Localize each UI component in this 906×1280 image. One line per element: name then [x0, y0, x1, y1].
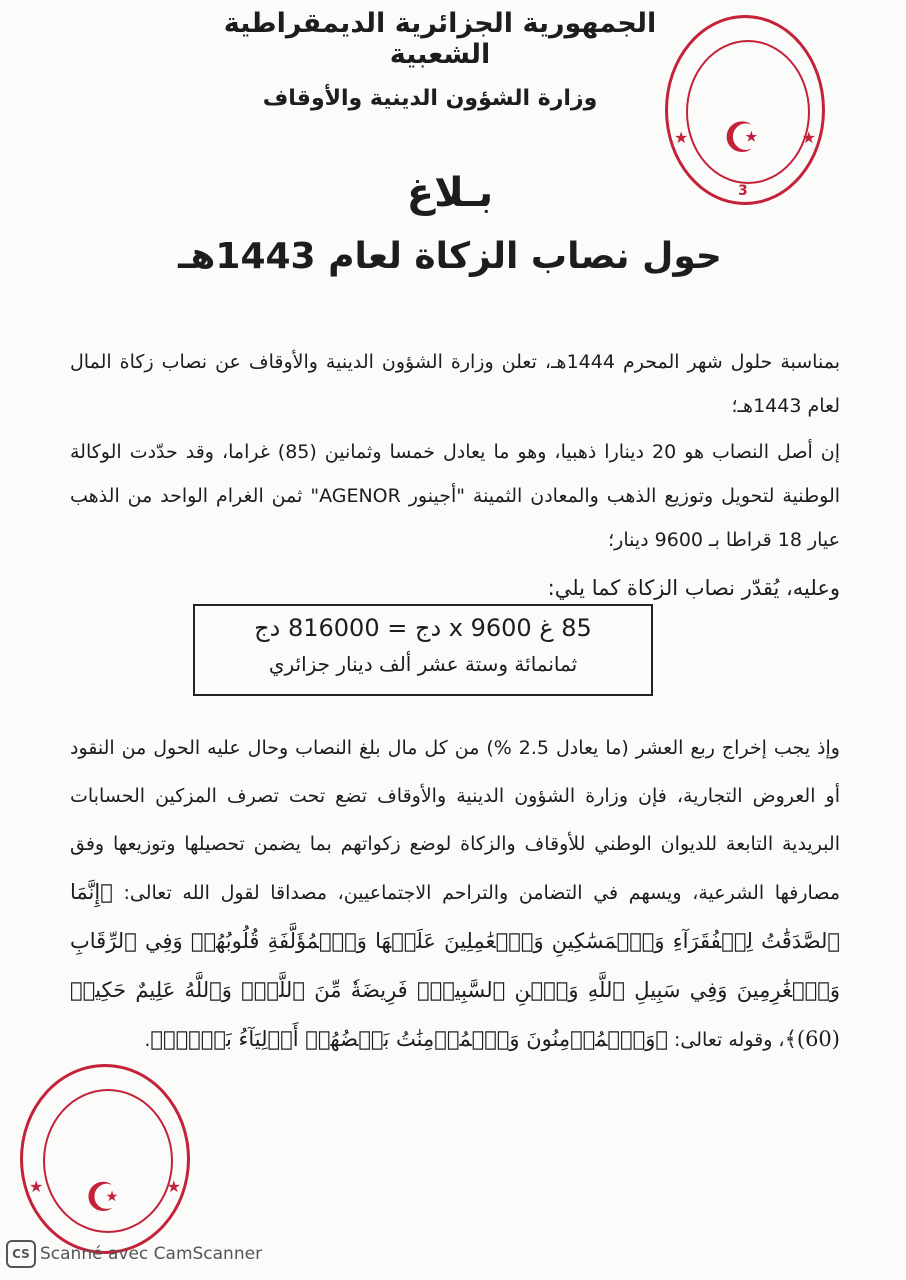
scanner-watermark-text: Scanné avec CamScanner	[40, 1244, 263, 1264]
star-icon: ★	[29, 1177, 44, 1196]
crescent-star-icon: ☪	[85, 1175, 121, 1221]
paragraph-zakat-text: وإذ يجب إخراج ربع العشر (ما يعادل 2.5 %) من كل مال بلغ النصاب وحال عليه الحول من النقود أو العروض التجارية، فإن وزارة الشؤون الدينية والأوقاف تضع تحت تصرف المزكين الحسابات البريدية التابعة للديوان الوطني للأوقاف والزكاة لوضع زكواتهم بما يضمن تحصيلها وتوزيعها وفق مصارفها الشرعية، ويسهم في التضامن والتراحم الاجتماعيين، مصداقا لقول الله تعالى:	[70, 737, 841, 904]
crescent-star-icon: ☪	[723, 113, 761, 162]
verse-connector: ، وقوله تعالى:	[674, 1029, 785, 1051]
ministry-stamp-top	[665, 15, 825, 205]
document-title: بـلاغ	[406, 170, 494, 216]
document-subject: حول نصاب الزكاة لعام 1443هـ	[178, 236, 722, 277]
paragraph-announcement: بمناسبة حلول شهر المحرم 1444هـ، تعلن وزارة الشؤون الدينية والأوقاف عن نصاب زكاة المال لعام 1443هـ؛	[70, 351, 840, 417]
star-icon: ★	[801, 128, 816, 147]
republic-heading: الجمهورية الجزائرية الديمقراطية الشعبية	[223, 8, 657, 70]
paragraph-calculation-intro: وعليه، يُقدّر نصاب الزكاة كما يلي:	[547, 576, 840, 600]
quran-verse-at-tawbah-71: ﴿وَٱلۡمُؤۡمِنُونَ وَٱلۡمُؤۡمِنَٰتُ بَعۡضُهُمۡ أَوۡلِيَآءُ بَعۡضٖۚ﴾	[150, 1027, 668, 1051]
paragraph-zakat-obligation	[70, 724, 840, 1064]
stamp-number: 3	[738, 183, 748, 199]
scanner-watermark	[6, 1240, 266, 1268]
paragraph-nisab-basis: إن أصل النصاب هو 20 دينارا ذهبيا، وهو ما يعادل خمسا وثمانين (85) غراما، وقد حدّدت الوكالة الوطنية لتحويل وتوزيع الذهب والمعادن الثمينة "أجينور AGENOR" ثمن الغرام الواحد من الذهب عيار 18 قراطا بـ 9600 دينار؛	[70, 441, 841, 551]
camscanner-logo-icon: CS	[6, 1240, 36, 1268]
closing-period: .	[144, 1029, 151, 1051]
calculation-box	[193, 604, 653, 696]
nisab-formula: 85 غ x 9600 دج = 816000 دج	[254, 614, 592, 642]
nisab-amount-words: ثمانمائة وستة عشر ألف دينار جزائري	[268, 652, 578, 676]
quran-verse-at-tawbah-60: ﴿إِنَّمَا ٱلصَّدَقَٰتُ لِلۡفُقَرَآءِ وَٱلۡمَسَٰكِينِ وَٱلۡعَٰمِلِينَ عَلَيۡهَا وَٱلۡمُؤَلَّفَةِ قُلُوبُهُمۡ وَفِي ٱلرِّقَابِ وَٱلۡغَٰرِمِينَ وَفِي سَبِيلِ ٱللَّهِ وَٱبۡنِ ٱلسَّبِيلِۖ فَرِيضَةٗ مِّنَ ٱللَّهِۗ وَٱللَّهُ عَلِيمٌ حَكِيمٞ (60)﴾	[70, 880, 840, 1051]
ministry-heading: وزارة الشؤون الدينية والأوقاف	[262, 86, 598, 111]
star-icon: ★	[674, 128, 689, 147]
stamp-inner-ring	[686, 40, 810, 184]
star-icon: ★	[166, 1177, 181, 1196]
ministry-stamp-bottom	[20, 1064, 190, 1254]
